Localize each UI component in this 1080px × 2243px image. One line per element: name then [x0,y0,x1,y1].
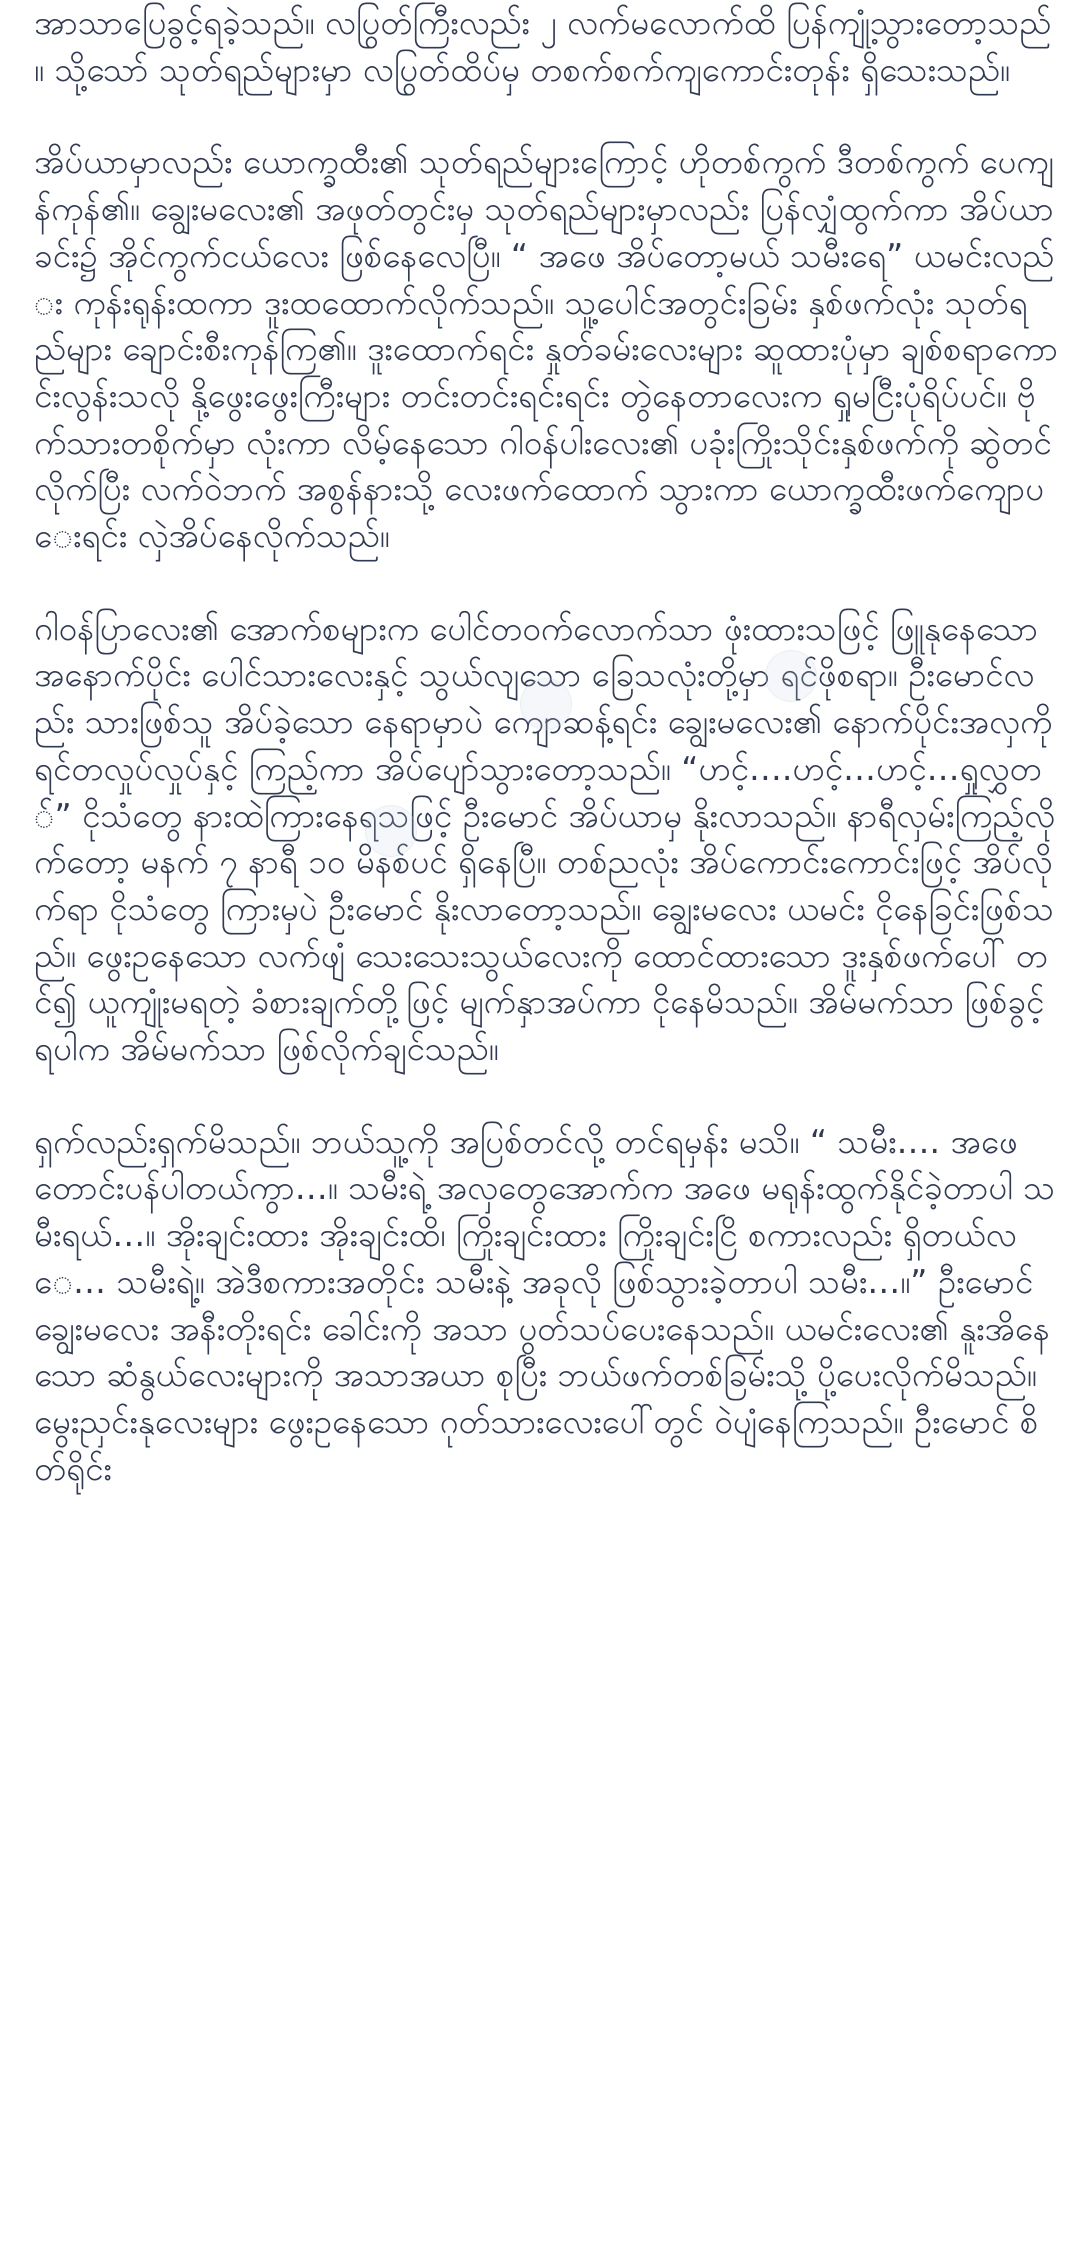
paragraph: ဂါဝန်ပြာလေး၏ အောက်စများက ပေါင်တဝက်လောက်သာ ဖုံးထားသဖြင့် ဖြူနုနေသော အနောက်ပိုင်း ပေါင်သားလေးနှင့် သွယ်လျသော ခြေသလုံးတို့မှာ ရင်ဖိုစရာ။ ဦးမောင်လည်း သားဖြစ်သူ အိပ်ခဲ့သော နေရာမှာပဲ ကျောဆန့်ရင်း ချွေးမလေး၏ နောက်ပိုင်းအလှကို ရင်တလှုပ်လှုပ်နှင့် ကြည့်ကာ အိပ်ပျော်သွားတော့သည်။ “ဟင့်….ဟင့်…ဟင့်…ရှုလွှတ်” ငိုသံတွေ နားထဲကြားနေရသဖြင့် ဦးမောင် အိပ်ယာမှ နိုးလာသည်။ နာရီလှမ်းကြည့်လိုက်တော့ မနက် ၇ နာရီ ၁၀ မိနစ်ပင် ရှိနေပြီ။ တစ်ညလုံး အိပ်ကောင်းကောင်းဖြင့် အိပ်လိုက်ရာ ငိုသံတွေ ကြားမှပဲ ဦးမောင် နိုးလာတော့သည်။ ချွေးမလေး ယမင်း ငိုနေခြင်းဖြစ်သည်။ ဖွေးဥနေသော လက်ဖျံ သေးသေးသွယ်လေးကို ထောင်ထားသော ဒူးနှစ်ဖက်ပေါ် တင်၍ ယူကျုံးမရတဲ့ ခံစားချက်တို့ဖြင့် မျက်နှာအပ်ကာ ငိုနေမိသည်။ အိမ်မက်သာ ဖြစ်ခွင့်ရပါက အိမ်မက်သာ ဖြစ်လိုက်ချင်သည်။ [34,608,1056,1069]
paragraph: အိပ်ယာမှာလည်း ယောက္ခထီး၏ သုတ်ရည်များကြောင့် ဟိုတစ်ကွက် ဒီတစ်ကွက် ပေကျန်ကုန်၏။ ချွေးမလေး၏ အဖုတ်တွင်းမှ သုတ်ရည်များမှာလည်း ပြန်လျှံထွက်ကာ အိပ်ယာခင်း၌ အိုင်ကွက်ငယ်လေး ဖြစ်နေလေပြီ။ “ အဖေ အိပ်တော့မယ် သမီးရေ” ယမင်းလည်း ကုန်းရုန်းထကာ ဒူးထထောက်လိုက်သည်။ သူ့ပေါင်အတွင်းခြမ်း နှစ်ဖက်လုံး သုတ်ရည်များ ချောင်းစီးကုန်ကြ၏။ ဒူးထောက်ရင်း နှုတ်ခမ်းလေးများ ဆူထားပုံမှာ ချစ်စရာကောင်းလွန်းသလို နို့ဖွေးဖွေးကြီးများ တင်းတင်းရင်းရင်း တွဲနေတာလေးက ရှုမငြီးပုံရိပ်ပင်။ ဗိုက်သားတစိုက်မှာ လုံးကာ လိမ့်နေသော ဂါဝန်ပါးလေး၏ ပခုံးကြိုးသိုင်းနှစ်ဖက်ကို ဆွဲတင်လိုက်ပြီး လက်ဝဲဘက် အစွန်နားသို့ လေးဖက်ထောက် သွားကာ ယောက္ခထီးဖက်ကျောပေးရင်း လှဲအိပ်နေလိုက်သည်။ [34,142,1058,556]
paragraph: ရှက်လည်းရှက်မိသည်။ ဘယ်သူ့ကို အပြစ်တင်လို့ တင်ရမှန်း မသိ။ “ သမီး…. အဖေ တောင်းပန်ပါတယ်ကွာ…။ သမီးရဲ့ အလှတွေအောက်က အဖေ မရုန်းထွက်နိုင်ခဲ့တာပါ သမီးရယ်…။ အိုးချင်းထား အိုးချင်းထိ၊ ကြိုးချင်းထား ကြိုးချင်းငြိ စကားလည်း ရှိတယ်လေ… သမီးရဲ့။ အဲဒီစကားအတိုင်း သမီးနဲ့ အခုလို ဖြစ်သွားခဲ့တာပါ သမီး…။” ဦးမောင် ချွေးမလေး အနီးတိုးရင်း ခေါင်းကို အသာ ပွတ်သပ်ပေးနေသည်။ ယမင်းလေး၏ နူးအိနေသော ဆံနွယ်လေးများကို အသာအယာ စုပြီး ဘယ်ဖက်တစ်ခြမ်းသို့ ပို့ပေးလိုက်မိသည်။ မွေးညှင်းနုလေးများ ဖွေးဥနေသော ဂုတ်သားလေးပေါ်တွင် ဝဲပျံနေကြသည်။ ဦးမောင် စိတ်ရိုင်း [34,1121,1056,1488]
paragraph: အာသာပြေခွင့်ရခဲ့သည်။ လပြွတ်ကြီးလည်း ၂ လက်မလောက်ထိ ပြန်ကျုံ့သွားတော့သည်။ သို့သော် သုတ်ရည်များမှာ လပြွတ်ထိပ်မှ တစက်စက်ကျကောင်းတုန်း ရှိသေးသည်။ [34,3,1052,89]
article-body [34,0,1058,1492]
